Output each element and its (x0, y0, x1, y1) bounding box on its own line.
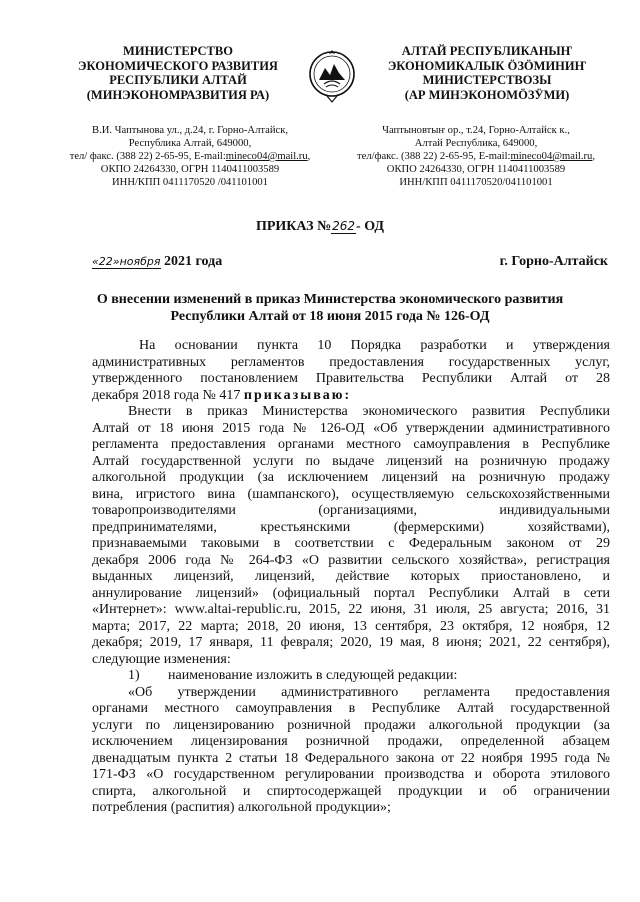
header-line: МИНИСТЕРСТВО (123, 44, 233, 58)
list-item: 1) наименование изложить в следующей редакции: (92, 668, 610, 685)
body-line: спирта, алкогольной и спиртосодержащей продукции и об ограничении (92, 783, 610, 799)
body-line: алкогольной продукции (за исключением лицензий на розничную продажу (92, 470, 610, 485)
body-line: выданных лицензий, лицензий, действие которых приостановлено, и (92, 569, 610, 584)
body-line: товаропроизводителями (организациями, индивидуальными (92, 503, 610, 518)
body-line: декабря 2006 года № 264-ФЗ «О развитии сельского хозяйства», регистрация (92, 552, 610, 568)
title-line: Республики Алтай от 18 июня 2015 года № 126-ОД (170, 309, 490, 324)
order-heading: ПРИКАЗ №262- ОД (255, 219, 385, 234)
address-line: ОКПО 24264330, ОГРН 1140411003589 (100, 164, 280, 175)
body-line: аннулирование лицензий» (официальный портал Республики Алтай в сети (92, 585, 610, 601)
handwritten-month: ноября (119, 255, 161, 268)
header-line: РЕСПУБЛИКИ АЛТАЙ (109, 73, 247, 87)
ministry-header-altai (362, 44, 612, 102)
address-line: Алтай Республика, 649000, (414, 138, 538, 149)
ministry-header-russian (58, 44, 298, 102)
document-title (60, 291, 600, 325)
body-line: 171-ФЗ «О государственном регулировании производства и оборота этилового (92, 767, 610, 782)
address-line: В.И. Чаптынова ул., д.24, г. Горно-Алтайск, (92, 125, 288, 136)
handwritten-day: «22» (92, 255, 120, 268)
body-line: «Интернет»: www.altai-republic.ru, 2015, 22 июня, 31 июля, 25 августа; 2016, 31 (92, 602, 610, 617)
body-line: услуги по лицензированию розничной продажи алкогольной продукции (за (92, 717, 610, 733)
body-line: регламента предоставления органами местного самоуправления в Республике (92, 437, 610, 452)
coat-of-arms-emblem-icon (305, 44, 359, 108)
address-line: тел/факс. (388 22) 2-65-95, E-mail:mineco04@mail.ru, (357, 151, 595, 162)
body-line: декабря 2018 года № 417 приказываю: (92, 387, 352, 403)
email-link[interactable]: mineco04@mail.ru (510, 151, 593, 162)
email-link[interactable]: mineco04@mail.ru (225, 151, 308, 162)
address-line: тел/ факс. (388 22) 2-65-95, E-mail:mineco04@mail.ru, (69, 151, 311, 162)
body-line: вина, игристого вина (шампанского), осуществляемую сельскохозяйственными (92, 486, 610, 502)
order-date: «22»ноября 2021 года (92, 254, 223, 269)
address-line: ИНН/КПП 0411170520 /041101001 (112, 177, 268, 188)
address-line: ИНН/КПП 0411170520/041101001 (399, 177, 553, 188)
body-line: «Об утверждении административного регламента предоставления (128, 684, 610, 700)
header-line: МИНИСТЕРСТВОЗЫ (422, 73, 552, 87)
body-line: органами местного самоуправления в Республике Алтай государственной (92, 701, 610, 716)
header-line: ЭКОНОМИКАЛЫК ӦЗӦМИНИҤ (387, 58, 587, 73)
body-line: потребления (распития) алкогольной продукции»; (92, 800, 391, 815)
body-line: утвержденного постановлением Правительства Республики Алтай от 28 (92, 371, 610, 386)
address-line: Чаптыновтыҥ ор., т.24, Горно-Алтайск к., (382, 125, 570, 136)
handwritten-order-number: 262 (332, 219, 356, 233)
address-line: Республика Алтай, 649000, (128, 138, 252, 149)
title-line: О внесении изменений в приказ Министерства экономического развития (96, 292, 564, 307)
document-body (92, 338, 610, 817)
body-line: Внести в приказ Министерства экономического развития Республики (128, 404, 610, 419)
body-line: следующие изменения: (92, 651, 231, 667)
body-line: Алтай государственной услуги по выдаче лицензий на розничную продажу (92, 453, 610, 469)
body-line: предпринимателями, крестьянскими (фермерскими) хозяйствами), (92, 519, 610, 535)
body-line: административных регламентов предоставления государственных услуг, (92, 354, 610, 370)
address-block-altai (326, 124, 626, 189)
header-line: ЭКОНОМИЧЕСКОГО РАЗВИТИЯ (78, 58, 278, 73)
header-line: (АР МИНЭКОНОМӦЗӰМИ) (404, 87, 570, 102)
body-line: марта; 2017, 22 марта; 2018, 20 июня, 13 сентября, 23 октября, 12 ноября, 12 (92, 618, 610, 634)
body-line: исключением лицензирования розничной продажи, определенной абзацем (92, 734, 610, 749)
body-line: На основании пункта 10 Порядка разработки и утверждения (139, 338, 610, 353)
order-directive: приказываю: (243, 387, 352, 403)
address-line: ОКПО 24264330, ОГРН 1140411003589 (386, 164, 566, 175)
body-line: признаваемыми таковыми в соответствии с Федеральным законом от 29 (92, 536, 610, 551)
order-city: г. Горно-Алтайск (499, 254, 608, 269)
header-line: (МИНЭКОНОМРАЗВИТИЯ РА) (86, 87, 270, 102)
body-line: декабря; 2019, 17 января, 11 февраля; 2020, 19 мая, 8 июня; 2021, 22 сентября), (92, 635, 610, 650)
header-line: АЛТАЙ РЕСПУБЛИКАНЫҤ (401, 44, 573, 58)
list-item-number: 1) (128, 668, 140, 683)
body-line: Алтай от 18 июня 2015 года № 126-ОД «Об утверждении административного (92, 420, 610, 436)
body-line: двенадцатым пункта 2 статьи 18 Федерального закона от 22 ноября 1995 года № (92, 750, 610, 766)
address-block-russian (40, 124, 340, 189)
